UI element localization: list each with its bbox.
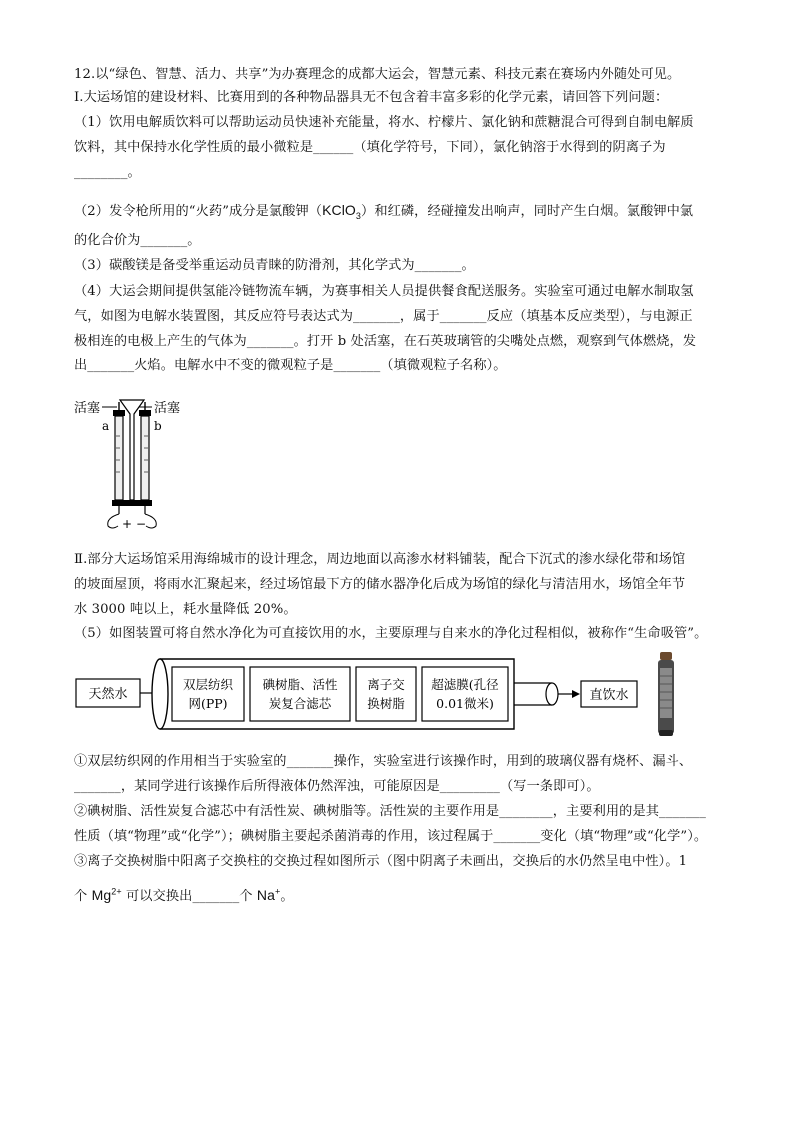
sub1-line2: _______，某同学进行该操作后所得液体仍然浑浊，可能原因是_________（写一条即可）。 (74, 779, 600, 794)
q5-line1: （5）如图装置可将自然水净化为可直接饮用的水，主要原理与自来水的净化过程相似，被称作“生命吸管”。 (74, 626, 708, 641)
q2-line1 (74, 201, 693, 221)
stage4-line2: 0.01微米) (436, 696, 494, 711)
sub3-line1: ③离子交换树脂中阳离子交换柱的交换过程如图所示（图中阴离子未画出，交换后的水仍然呈电中性）。1 (74, 854, 688, 869)
q2-text-a: （2）发令枪所用的“火药”成分是氯酸钾（ (74, 204, 323, 219)
q4-line4: 出_______火焰。电解水中不变的微观粒子是_______（填微观粒子名称）。 (74, 358, 507, 373)
q1-line1: （1）饮用电解质饮料可以帮助运动员快速补充能量，将水、柠檬片、氯化钠和蔗糖混合可得到自制电解质 (74, 115, 694, 130)
stage1-line1: 双层纺织 (182, 677, 234, 692)
stage2-line2: 炭复合滤芯 (268, 696, 332, 711)
stage3-line1: 离子交 (367, 677, 405, 692)
part-two-line2: 的坡面屋顶，将雨水汇聚起来，经过场馆最下方的储水器净化后成为场馆的绿化与清洁用水，场馆全年节 (74, 577, 686, 592)
stage2-line1: 碘树脂、活性 (262, 677, 338, 692)
valve-a-label: a (102, 419, 110, 433)
part-two-line1: Ⅱ.部分大运场馆采用海绵城市的设计理念，周边地面以高渗水材料铺装，配合下沉式的渗水绿化带和场馆 (74, 552, 686, 567)
sub2-line1: ②碘树脂、活性炭复合滤芯中有活性炭、碘树脂等。活性炭的主要作用是________，主要利用的是其_______ (74, 804, 706, 819)
stage1-line2: 网(PP) (188, 696, 228, 711)
valve-b-label: b (154, 419, 162, 433)
sodium-ion: Na+ (256, 886, 281, 903)
flow-input-label: 天然水 (88, 687, 128, 702)
purification-flow-diagram (74, 655, 714, 735)
q4-line2: 气，如图为电解水装置图，其反应符号表达式为_______，属于_______反应（填基本反应类型），与电源正 (74, 309, 693, 324)
flow-output-label: 直饮水 (589, 688, 629, 703)
q1-line2: 饮料，其中保持水化学性质的最小微粒是______（填化学符号，下同），氯化钠溶于水得到的阴离子为 (74, 140, 666, 155)
sub1-line1: ①双层纺织网的作用相当于实验室的_______操作，实验室进行该操作时，用到的玻璃仪器有烧杯、漏斗、 (74, 754, 693, 769)
sub3-line2: 个 $Mg^{2+}$ 可以交换出_______个 Na+。 (74, 886, 294, 904)
q4-line1: （4）大运会期间提供氢能冷链物流车辆，为赛事相关人员提供餐食配送服务。实验室可通过电解水制取氢 (74, 284, 694, 299)
q2-line2: 的化合价为_______。 (74, 233, 201, 248)
negative-terminal: − (136, 517, 147, 531)
sub2-line2: 性质（填“物理”或“化学”）；碘树脂主要起杀菌消毒的作用，该过程属于_______变化（填“物理”或“化学”）。 (74, 829, 708, 844)
q3-line: （3）碳酸镁是备受举重运动员青睐的防滑剂，其化学式为_______。 (74, 258, 475, 273)
question-intro: 12.以“绿色、智慧、活力、共享”为办赛理念的成都大运会，智慧元素、科技元素在赛场内外随处可见。 (74, 67, 681, 82)
stage3-line2: 换树脂 (367, 696, 405, 711)
q4-line3: 极相连的电极上产生的气体为_______。打开 b 处活塞，在石英玻璃管的尖嘴处点燃，观察到气体燃烧，发 (74, 334, 697, 349)
life-straw-photo (652, 650, 680, 740)
q2-text-b: ）和红磷，经碰撞发出响声，同时产生白烟。氯酸钾中氯 (361, 204, 694, 219)
q1-line3: ________。 (74, 165, 141, 180)
magnesium-ion: $Mg^{2+}$ (91, 886, 122, 903)
kclo3-formula: KClO$_3$ (322, 202, 362, 221)
electrolysis-apparatus (72, 396, 192, 532)
positive-terminal: + (122, 517, 133, 531)
part-one-heading: Ⅰ.大运场馆的建设材料、比赛用到的各种物品器具无不包含着丰富多彩的化学元素，请回答下列问题： (74, 90, 669, 105)
stopcock-label-right: 活塞 (154, 401, 181, 416)
part-two-line3: 水 3000 吨以上，耗水量降低 20%。 (74, 602, 297, 617)
stage4-line1: 超滤膜(孔径 (431, 677, 499, 692)
stopcock-label-left: 活塞 (74, 401, 101, 416)
